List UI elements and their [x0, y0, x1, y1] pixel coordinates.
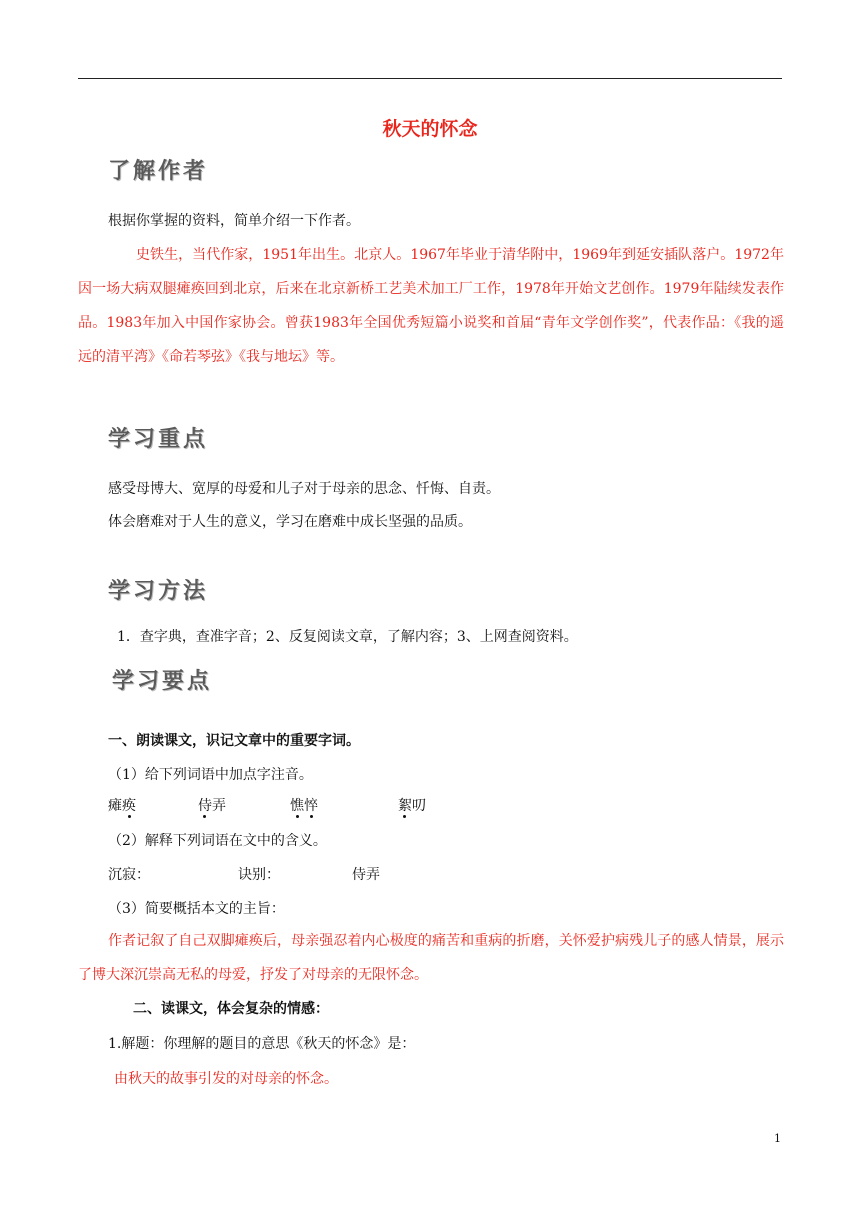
heading-essentials: 学习要点	[112, 669, 213, 694]
emphasis-dot	[310, 815, 313, 818]
q2-word: 侍弄	[352, 867, 380, 883]
emphasis-dot	[128, 815, 131, 818]
q1-word: 侍弄	[198, 798, 226, 814]
part2-title: 二、读课文，体会复杂的情感：	[133, 1001, 329, 1017]
key-point-item: 感受母博大、宽厚的母爱和儿子对于母亲的思念、忏悔、自责。	[108, 481, 500, 497]
header-rule	[78, 78, 782, 79]
q3-answer: 作者记叙了自己双脚瘫痪后，母亲强忍着内心极度的痛苦和重病的折磨，关怀爱护病残儿子的感人情景，展示了博大深沉崇高无私的母爱，抒发了对母亲的无限怀念。	[78, 933, 784, 983]
document-title: 秋天的怀念	[382, 118, 478, 140]
question-1: （1）给下列词语中加点字注音。	[108, 767, 313, 783]
emphasis-dot	[296, 815, 299, 818]
part2-question-1: 1.解题：你理解的题目的意思《秋天的怀念》是：	[108, 1036, 416, 1052]
page-number: 1	[774, 1132, 781, 1145]
heading-key-points: 学习重点	[108, 427, 209, 452]
heading-methods: 学习方法	[108, 579, 209, 604]
author-answer: 史铁生，当代作家，1951年出生。北京人。1967年毕业于清华附中，1969年到延安插队落户。1972年因一场大病双腿瘫痪回到北京，后来在北京新桥工艺美术加工厂工作，1978年开始文艺创作。1979年陆续发表作品。1983年加入中国作家协会。曾获1983年全国优秀短篇小说奖和首届“青年文学创作奖”，代表作品：《我的遥远的清平湾》《命若琴弦》《我与地坛》等。	[78, 247, 784, 365]
q1-word: 瘫痪	[108, 798, 136, 814]
q1-word: 憔悴	[290, 798, 318, 814]
part1-title: 一、朗读课文，识记文章中的重要字词。	[108, 733, 360, 749]
emphasis-dot	[403, 815, 406, 818]
heading-author: 了解作者	[108, 159, 209, 184]
question-3: （3）简要概括本文的主旨：	[108, 901, 285, 917]
q2-word: 沉寂：	[108, 867, 150, 883]
q2-word: 诀别：	[238, 867, 280, 883]
key-point-item: 体会磨难对于人生的意义，学习在磨难中成长坚强的品质。	[108, 514, 472, 530]
methods-text: 1．查字典，查准字音；2、反复阅读文章，了解内容；3、上网查阅资料。	[117, 629, 578, 645]
q1-word: 絮叨	[398, 798, 426, 814]
part2-answer-1: 由秋天的故事引发的对母亲的怀念。	[114, 1071, 338, 1087]
question-2: （2）解释下列词语在文中的含义。	[108, 833, 327, 849]
emphasis-dot	[203, 815, 206, 818]
author-prompt: 根据你掌握的资料，简单介绍一下作者。	[108, 213, 360, 229]
